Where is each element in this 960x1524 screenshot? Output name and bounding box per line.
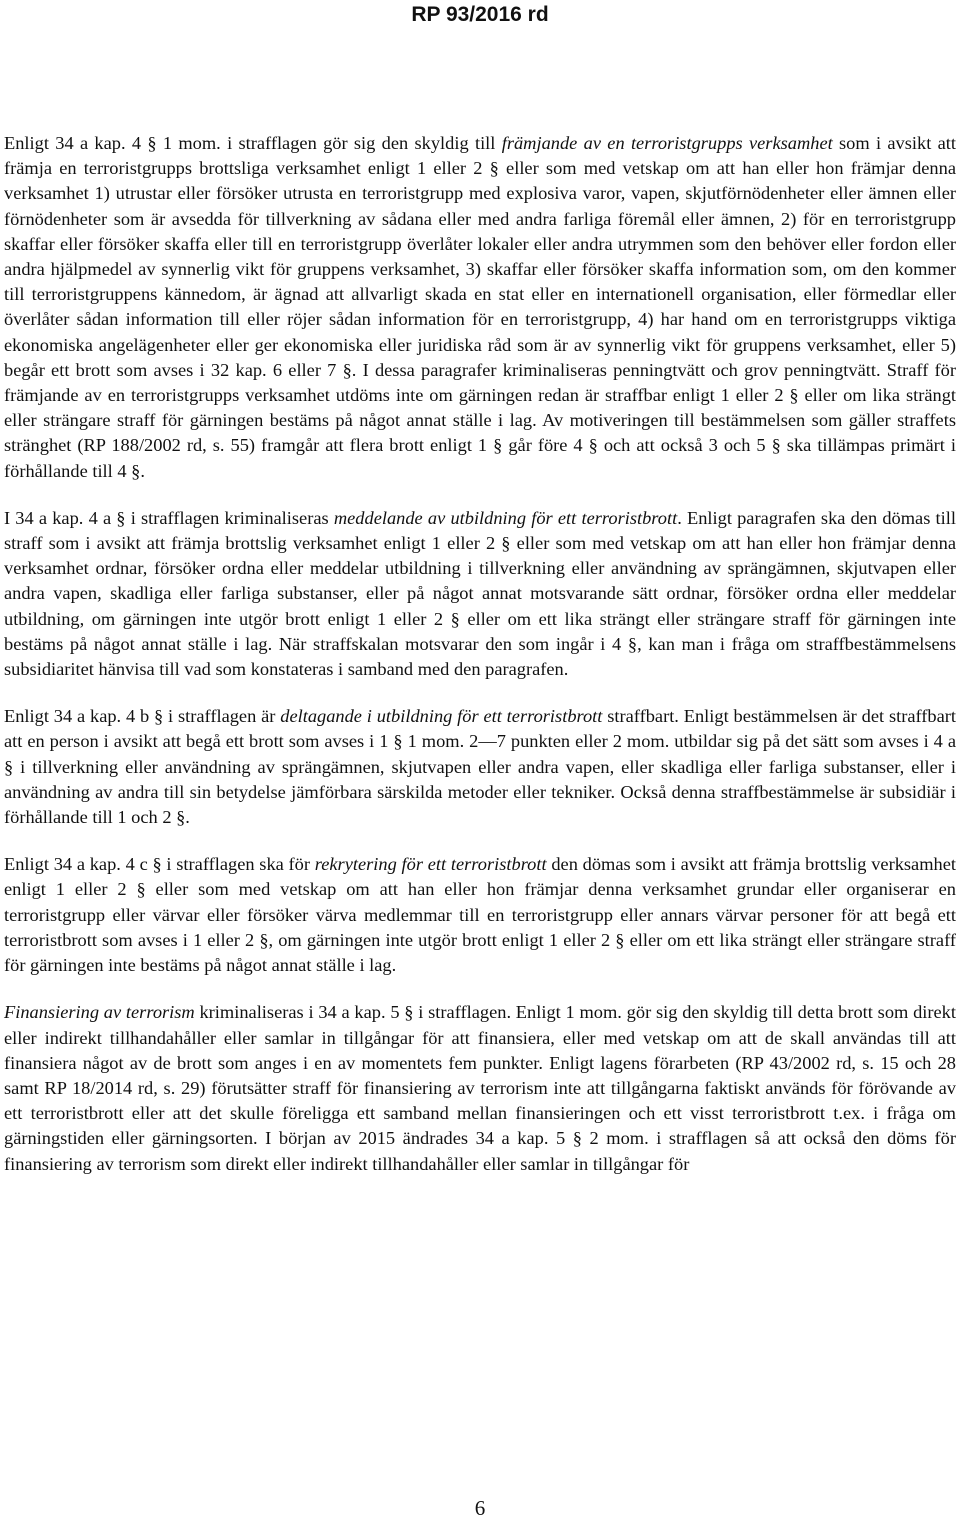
paragraph-text: straffbart. Enligt bestämmelsen är det straffbart att en person i avsikt att begå ett brott som avses i 1 § 1 mom. 2—7 punkten eller 2 mom. utbildar sig på det sätt som avses i 4 a § i tillverkning eller användning av sprängämnen, skjutvapen eller andra vapen, eller skadliga eller farliga substanser, eller i användning av andra till sin betydelse jämförbara särskilda metoder eller tekniker. Också denna straffbestämmelse är subsidiär i förhållande till 1 och 2 §. — [4, 706, 957, 828]
paragraph-framjande — [4, 131, 956, 484]
paragraph-text: som i avsikt att främja en terroristgrupps brottsliga verksamhet enligt 1 eller 2 § eller som med vetskap om att han eller hon främjar denna verksamhet 1) utrustar eller försöker utrusta en terroristgrupp med explosiva varor, vapen, skjutförnödenheter eller ämnen eller förnödenheter som är avsedda för tillverkning av sådana eller med andra farliga föremål eller ämnen, 2) för en terroristgrupp skaffar eller försöker skaffa eller till en terroristgrupp överlåter lokaler eller andra utrymmen som den behöver eller fordon eller andra hjälpmedel av synnerlig vikt för gruppens verksamhet, 3) skaffar eller försöker skaffa information som, om den kommer till terroristgruppens kännedom, är ägnad att allvarligt skada en stat eller en internationell organisation, eller förmedlar eller överlåter sådan information till eller röjer sådan information för en terroristgrupp, 4) har hand om en terroristgrupps viktiga ekonomiska angelägenheter eller ger ekonomiska eller juridiska råd som är av synnerlig vikt för gruppens verksamhet, eller 5) begår ett brott som avses i 32 kap. 6 eller 7 §. I dessa paragrafer kriminaliseras penningtvätt och grov penningtvätt. Straff för främjande av en terroristgrupps verksamhet utdöms inte om gärningen redan är straffbar enligt 1 eller 2 § eller om lika strängt eller strängare straff för gärningen bestäms på något annat ställe i lag. Av motiveringen till bestämmelsen som gäller straffets stränghet (RP 188/2002 rd, s. 55) framgår att flera brott enligt 1 § går före 4 § och att också 3 och 5 § ska tillämpas primärt i förhållande till 4 §. — [4, 133, 957, 481]
paragraph-text: . Enligt paragrafen ska den dömas till straff som i avsikt att främja brottslig verksamhet enligt 1 eller 2 § eller som med vetskap om att han eller hon främjar denna verksamhet ordnar, försöker ordna eller meddelar utbildning i tillverkning eller användning av sprängämnen, skjutvapen eller andra vapen, skadliga eller farliga substanser, eller på något annat motsvarande sätt ordnar, försöker ordna eller meddelar utbildning, om gärningen inte utgör brott enligt 1 eller 2 § eller om ett lika strängt eller strängare straff för gärningen inte bestäms på något annat ställe i lag. När straffskalan motsvarar den som ingår i 4 §, kan man i fråga om straffbestämmelsens subsidiaritet hänvisa till vad som konstateras i samband med den paragrafen. — [4, 507, 956, 680]
paragraph-emphasis: rekrytering för ett terroristbrott — [314, 854, 547, 875]
document-header: RP 93/2016 rd — [411, 3, 549, 26]
paragraph-emphasis: meddelande av utbildning för ett terroristbrott — [333, 507, 678, 528]
paragraph-deltagande-i-utbildning — [4, 704, 956, 830]
paragraph-text: Enligt 34 a kap. 4 § 1 mom. i strafflagen gör sig den skyldig till — [4, 133, 502, 153]
paragraph-rekrytering — [4, 852, 956, 978]
page-number: 6 — [474, 1496, 486, 1520]
paragraph-text: den dömas som i avsikt att främja brottslig verksamhet enligt 1 eller 2 § eller som med vetskap om att han eller hon främjar denna verksamhet grundar eller organiserar en terroristgrupp eller värvar eller försöker värva medlemmar till en terroristgrupp eller annars värvar personer för att begå ett terroristbrott som avses i 1 eller 2 §, om gärningen inte utgör brott enligt 1 eller 2 § eller om ett lika strängt eller strängare straff för gärningen inte bestäms på något annat ställe i lag. — [4, 854, 956, 976]
paragraph-text: Enligt 34 a kap. 4 b § i strafflagen är — [4, 706, 281, 727]
document-body — [4, 131, 956, 1177]
paragraph-text: I 34 a kap. 4 a § i strafflagen kriminaliseras — [4, 507, 334, 528]
paragraph-meddelande-av-utbildning — [4, 506, 956, 682]
paragraph-text: Enligt 34 a kap. 4 c § i strafflagen ska för — [4, 854, 315, 875]
paragraph-emphasis: främjande av en terroristgrupps verksamhet — [501, 133, 833, 153]
paragraph-text: kriminaliseras i 34 a kap. 5 § i strafflagen. Enligt 1 mom. gör sig den skyldig till detta brott som direkt eller indirekt tillhandahåller eller samlar in tillgångar för att finansiera, eller med vetskap om att de skall användas till att finansiera något av de brott som anges i en av momentets fem punkter. Enligt lagens förarbeten (RP 43/2002 rd, s. 15 och 28 samt RP 18/2014 rd, s. 29) förutsätter straff för finansiering av terrorism inte att tillgångarna faktiskt används för förövande av ett terroristbrott eller att det skulle föreligga ett samband mellan finansieringen och ett visst terroristbrott t.ex. i fråga om gärningstiden eller gärningsorten. I början av 2015 ändrades 34 a kap. 5 § 2 mom. i strafflagen så att också den döms för finansiering av terrorism som direkt eller indirekt tillhandahåller eller samlar in tillgångar för — [4, 1002, 956, 1174]
paragraph-finansiering — [4, 1000, 956, 1176]
paragraph-emphasis: Finansiering av terrorism — [4, 1002, 195, 1023]
paragraph-emphasis: deltagande i utbildning för ett terroristbrott — [280, 706, 603, 727]
